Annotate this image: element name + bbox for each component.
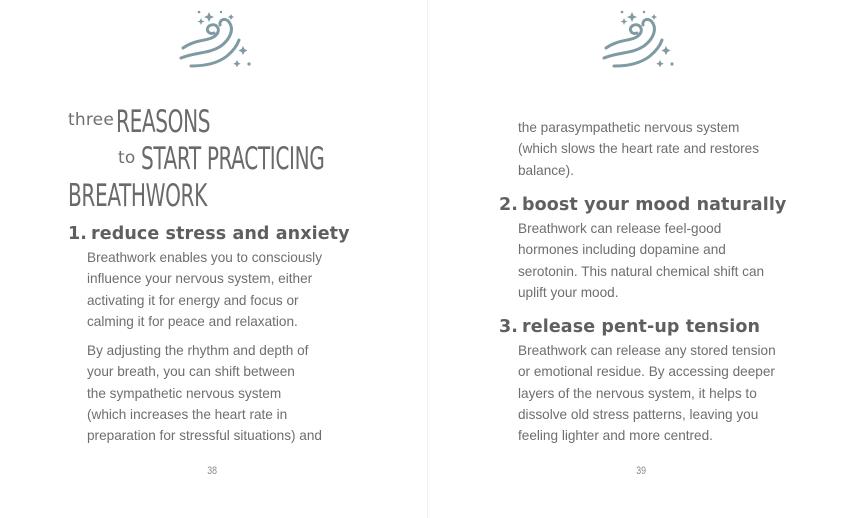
page-number: 38 [207, 465, 218, 477]
paragraph-line: Breathwork can release feel-good [518, 221, 722, 236]
section-3-heading [499, 317, 760, 337]
paragraph-line: your breath, you can shift between [87, 364, 295, 380]
section-2-number: 2. [499, 195, 519, 215]
section-1-number: 1. [68, 224, 88, 244]
paragraph-line: By adjusting the rhythm and depth of [87, 343, 309, 358]
paragraph-line: Breathwork can release any stored tension [518, 343, 776, 358]
section-3-paragraph [518, 340, 776, 446]
page-number: 39 [636, 465, 647, 477]
title-word-to: to [118, 148, 136, 168]
right-page [428, 0, 855, 518]
paragraph-line: balance). [518, 162, 574, 178]
paragraph-line: the sympathetic nervous system [87, 385, 282, 401]
section-1-paragraph-2 [87, 340, 322, 446]
paragraph-line: (which increases the heart rate in [87, 406, 288, 422]
breath-swirl-icon [602, 8, 678, 72]
section-2-heading [499, 195, 786, 215]
title-word-three: three [68, 110, 114, 130]
left-page [0, 0, 427, 518]
paragraph-line: activating it for energy and focus or [87, 292, 299, 308]
paragraph-line: influence your nervous system, either [87, 271, 313, 287]
section-1-title: reduce stress and anxiety [91, 224, 350, 244]
paragraph-line: serotonin. This natural chemical shift can [518, 263, 765, 279]
paragraph-line: the parasympathetic nervous system [518, 120, 740, 135]
section-1-paragraph-1 [87, 247, 322, 332]
section-3-title: release pent-up tension [522, 317, 761, 337]
paragraph-line: hormones including dopamine and [518, 242, 726, 258]
title-breathwork: BREATHWORK [68, 178, 207, 214]
title-word-reasons: REASONS [116, 104, 211, 140]
paragraph-line: layers of the nervous system, it helps to [518, 385, 757, 401]
paragraph-line: feeling lighter and more centred. [518, 428, 713, 444]
paragraph-line: (which slows the heart rate and restores [518, 141, 760, 157]
paragraph-line: uplift your mood. [518, 284, 619, 300]
paragraph-line: or emotional residue. By accessing deeper [518, 364, 775, 380]
section-2-title: boost your mood naturally [522, 195, 787, 215]
paragraph-line: preparation for stressful situations) and [87, 428, 322, 444]
section-3-number: 3. [499, 317, 519, 337]
continuation-paragraph [518, 117, 759, 181]
title-start-practicing: START PRACTICING [141, 141, 325, 177]
section-1-heading [68, 224, 350, 244]
breath-swirl-icon [179, 8, 255, 72]
paragraph-line: calming it for peace and relaxation. [87, 313, 298, 329]
section-2-paragraph [518, 218, 764, 303]
paragraph-line: dissolve old stress patterns, leaving you [518, 406, 759, 422]
paragraph-line: Breathwork enables you to consciously [87, 250, 322, 265]
